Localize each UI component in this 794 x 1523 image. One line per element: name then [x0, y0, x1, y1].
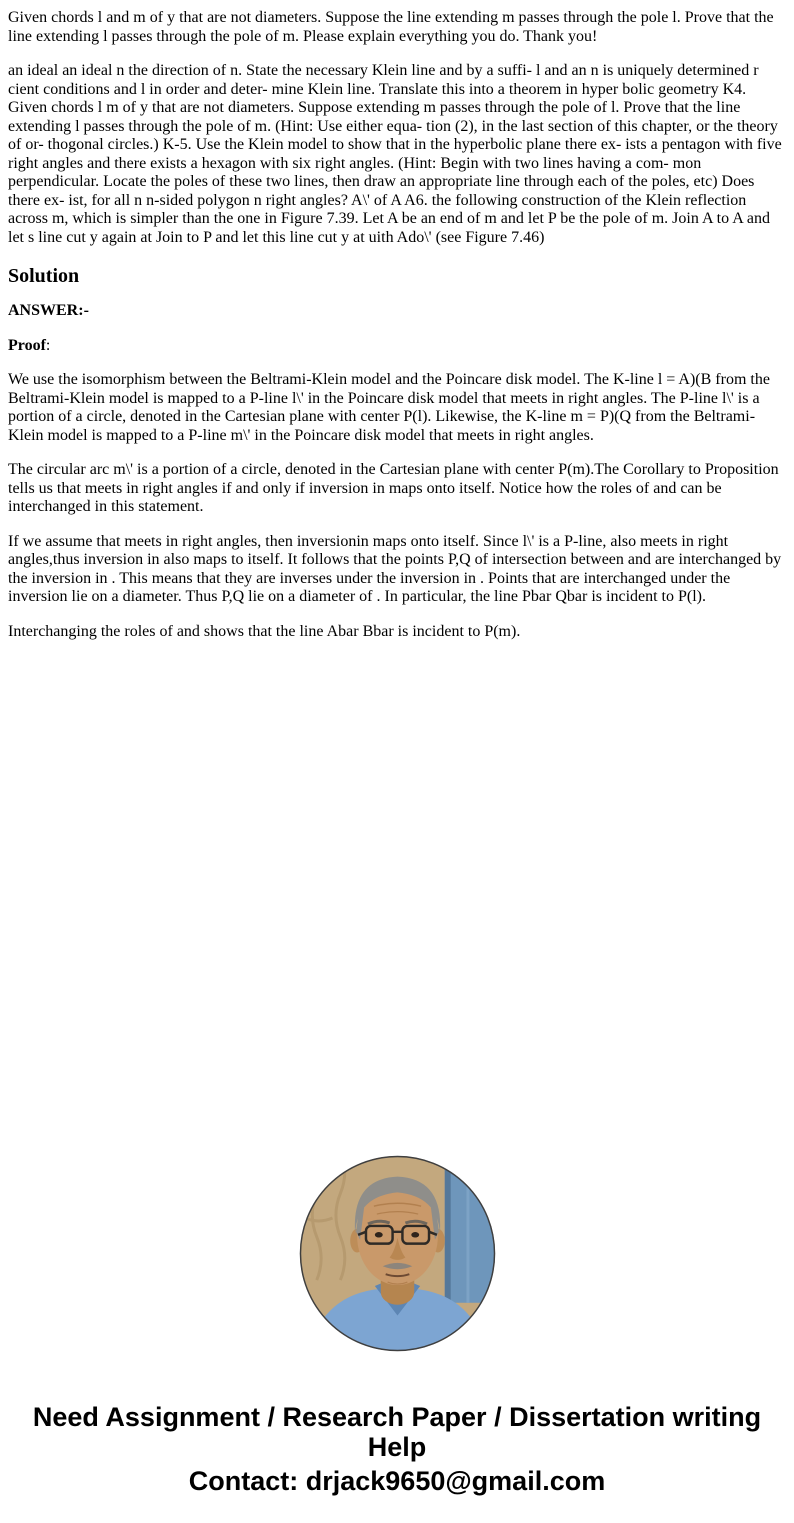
answer-label: ANSWER:- [8, 302, 89, 319]
proof-word: Proof [8, 336, 46, 354]
proof-label [8, 337, 786, 356]
footer-banner [0, 1402, 794, 1496]
tutor-photo [299, 1155, 496, 1352]
footer-help-text: Need Assignment / Research Paper / Dissertation writing Help [32, 1402, 762, 1462]
question-details-paragraph: an ideal an ideal n the direction of n. State the necessary Klein line and by a suffi- l and an n is uniquely determined r cient conditions and l in order and deter- mine Klein line. Translate this into a theorem in hyper bolic geometry K4. Given chords l m of y that are not diameters. Suppose extending m passes through the pole of l. Prove that the line extending l passes through the pole of m. (Hint: Use either equa- tion (2), in the last section of this chapter, or the theory of or- thogonal circles.) K-5. Use the Klein model to show that in the hyperbolic plane there ex- ists a pentagon with five right angles and there exists a hexagon with six right angles. (Hint: Begin with two lines having a com- mon perpendicular. Locate the poles of these two lines, then draw an appropriate line through each of the poles, etc) Does there ex- ist, for all n n-sided polygon n right angles? A\' of A A6. the following construction of the Klein reflection across m, which is simpler than the one in Figure 7.39. Let A be an end of m and let P be the pole of m. Join A to A and let s line cut y again at Join to P and let this line cut y at uith Ado\' (see Figure 7.46) [8, 62, 782, 246]
document-content [0, 0, 794, 641]
proof-paragraph-3: If we assume that meets in right angles, then inversionin maps onto itself. Since l\' is a P-line, also meets in right angles,thus inversion in also maps to itself. It follows that the points P,Q of intersection between and are interchanged by the inversion in . This means that they are inverses under the inversion in . Points that are interchanged under the inversion lie on a diameter. Thus P,Q lie on a diameter of . In particular, the line Pbar Qbar is incident to P(l). [8, 532, 782, 605]
footer-contact-text: Contact: drjack9650@gmail.com [188, 1466, 606, 1496]
solution-heading: Solution [8, 265, 80, 287]
tutor-avatar-container [0, 1155, 794, 1352]
proof-paragraph-1: We use the isomorphism between the Beltrami-Klein model and the Poincare disk model. The K-line l = A)(B from the Beltrami-Klein model is mapped to a P-line l\' in the Poincare disk model that meets in right angles. The P-line l\' is a portion of a circle, denoted in the Cartesian plane with center P(l). Likewise, the K-line m = P)(Q from the Beltrami-Klein model is mapped to a P-line m\' in the Poincare disk model that meets in right angles. [8, 371, 770, 444]
question-paragraph: Given chords l and m of y that are not diameters. Suppose the line extending m passes through the pole l. Prove that the line extending l passes through the pole of m. Please explain everything you do. Thank you! [8, 9, 774, 45]
proof-paragraph-2: The circular arc m\' is a portion of a circle, denoted in the Cartesian plane with center P(m).The Corollary to Proposition tells us that meets in right angles if and only if inversion in maps onto itself. Notice how the roles of and can be interchanged in this statement. [8, 461, 779, 515]
proof-paragraph-4: Interchanging the roles of and shows that the line Abar Bbar is incident to P(m). [8, 622, 521, 640]
proof-colon: : [45, 336, 51, 354]
